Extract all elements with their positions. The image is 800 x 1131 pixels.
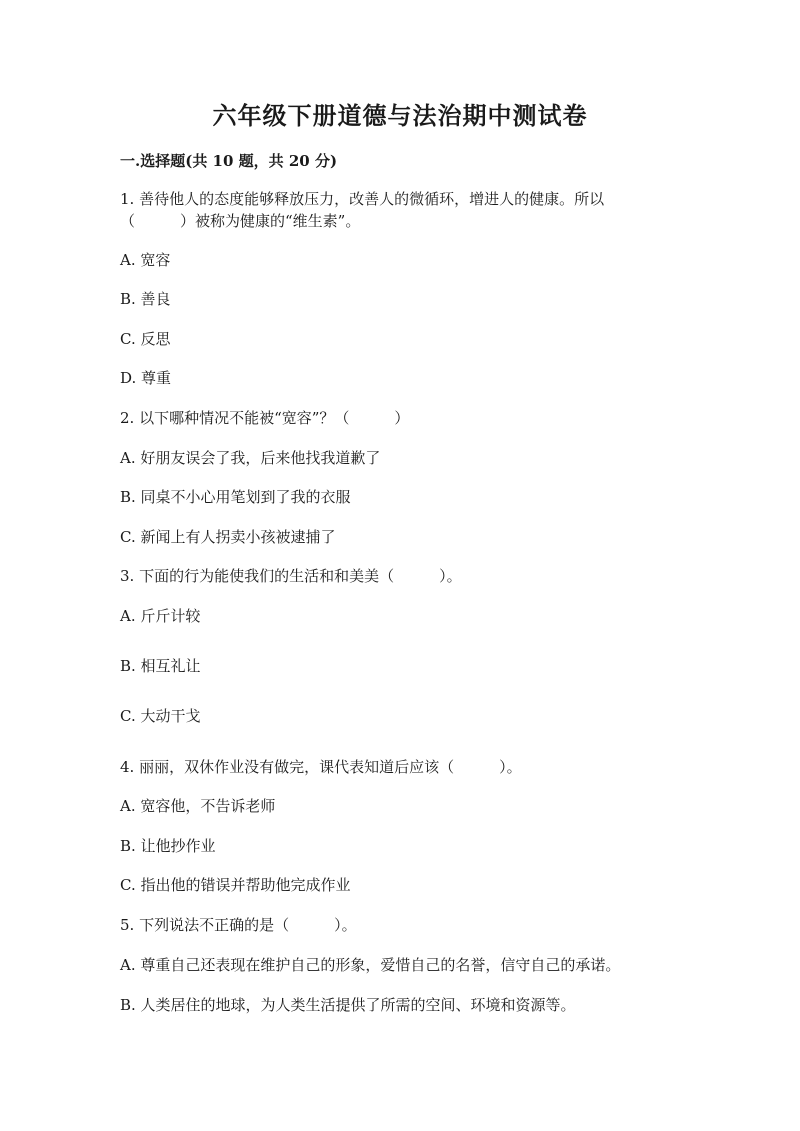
question-4-stem: 4. 丽丽，双休作业没有做完，课代表知道后应该（ ）。 xyxy=(120,758,522,776)
question-4-option-a: A. 宽容他，不告诉老师 xyxy=(120,797,276,815)
question-2-option-c: C. 新闻上有人拐卖小孩被逮捕了 xyxy=(120,528,336,546)
question-3-option-b: B. 相互礼让 xyxy=(120,657,201,675)
question-1-stem-line-1: 1. 善待他人的态度能够释放压力，改善人的微循环，增进人的健康。所以 xyxy=(120,190,605,208)
question-1-option-d: D. 尊重 xyxy=(120,369,172,387)
question-5-option-b: B. 人类居住的地球，为人类生活提供了所需的空间、环境和资源等。 xyxy=(120,996,576,1014)
question-1-option-b: B. 善良 xyxy=(120,290,171,308)
question-5-option-a: A. 尊重自己还表现在维护自己的形象，爱惜自己的名誉，信守自己的承诺。 xyxy=(120,956,621,974)
question-2-option-a: A. 好朋友误会了我，后来他找我道歉了 xyxy=(120,449,381,467)
question-3-stem: 3. 下面的行为能使我们的生活和和美美（ ）。 xyxy=(120,567,462,585)
question-5-stem: 5. 下列说法不正确的是（ ）。 xyxy=(120,916,357,934)
question-3-option-a: A. 斤斤计较 xyxy=(120,607,201,625)
section-heading: 一.选择题(共 10 题，共 20 分) xyxy=(120,152,338,170)
question-1-stem-line-2: （ ）被称为健康的“维生素”。 xyxy=(120,212,361,230)
question-1-option-a: A. 宽容 xyxy=(120,251,171,269)
question-3-option-c: C. 大动干戈 xyxy=(120,707,201,725)
question-2-option-b: B. 同桌不小心用笔划到了我的衣服 xyxy=(120,488,351,506)
question-1-option-c: C. 反思 xyxy=(120,330,171,348)
question-2-stem: 2. 以下哪种情况不能被“宽容”？（ ） xyxy=(120,409,410,427)
question-4-option-c: C. 指出他的错误并帮助他完成作业 xyxy=(120,876,351,894)
question-4-option-b: B. 让他抄作业 xyxy=(120,837,216,855)
exam-title: 六年级下册道德与法治期中测试卷 xyxy=(212,101,588,130)
